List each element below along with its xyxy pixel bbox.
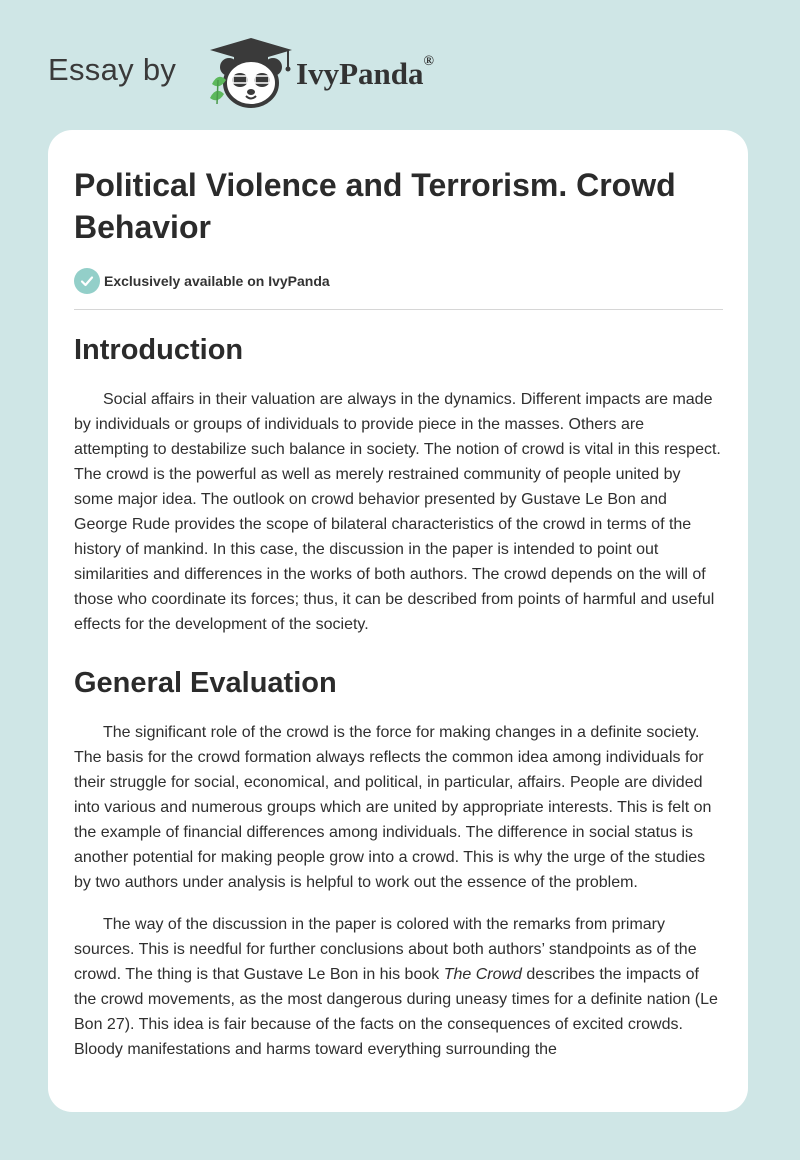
panda-logo-icon <box>204 34 298 110</box>
check-icon <box>74 268 100 294</box>
section-heading-general-evaluation: General Evaluation <box>74 667 337 699</box>
section-heading-introduction: Introduction <box>74 334 244 366</box>
exclusive-badge <box>74 268 723 294</box>
site-header <box>48 34 548 110</box>
registered-mark: ® <box>423 54 434 69</box>
divider <box>74 309 723 310</box>
exclusive-badge-text: Exclusively available on IvyPanda <box>104 273 330 289</box>
essay-by-label: Essay by <box>48 52 177 87</box>
essay-card <box>48 130 748 1112</box>
book-title: The Crowd <box>443 966 522 983</box>
brand-name[interactable]: IvyPanda® <box>296 54 434 91</box>
paragraph: The significant role of the crowd is the force for making changes in a definite society. The basis for the crowd formation always reflects the common idea among individuals for their struggle for social, economical, and political, in particular, affairs. People are divided into various and numerous groups which are united by appropriate interests. This is felt on the example of financial differences among individuals. The difference in social status is another potential for making people grow into a crowd. This is why the urge of the studies by two authors under analysis is helpful to work out the essence of the problem. <box>74 724 712 891</box>
paragraph: Social affairs in their valuation are always in the dynamics. Different impacts are made by individuals or groups of individuals to provide piece in the masses. Others are attempting to destabilize such balance in society. The notion of crowd is vital in this respect. The crowd is the powerful as well as merely restrained community of people united by some major idea. The outlook on crowd behavior presented by Gustave Le Bon and George Rude provides the scope of bilateral characteristics of the crowd in terms of the history of mankind. In this case, the discussion in the paper is intended to point out similarities and differences in the works of both authors. The crowd depends on the will of those who coordinate its forces; thus, it can be described from points of harmful and useful effects for the development of the society. <box>74 391 721 633</box>
paragraph: The way of the discussion in the paper is colored with the remarks from primary sources. This is needful for further conclusions about both authors’ standpoints as of the crowd. The thing is that Gustave Le Bon in his book The Crowd describes the impacts of the crowd movements, as the most dangerous during uneasy times for a definite nation (Le Bon 27). This idea is fair because of the facts on the consequences of excited crowds. Bloody manifestations and harms toward everything surrounding the <box>74 916 718 1058</box>
essay-title: Political Violence and Terrorism. Crowd Behavior <box>74 167 676 245</box>
